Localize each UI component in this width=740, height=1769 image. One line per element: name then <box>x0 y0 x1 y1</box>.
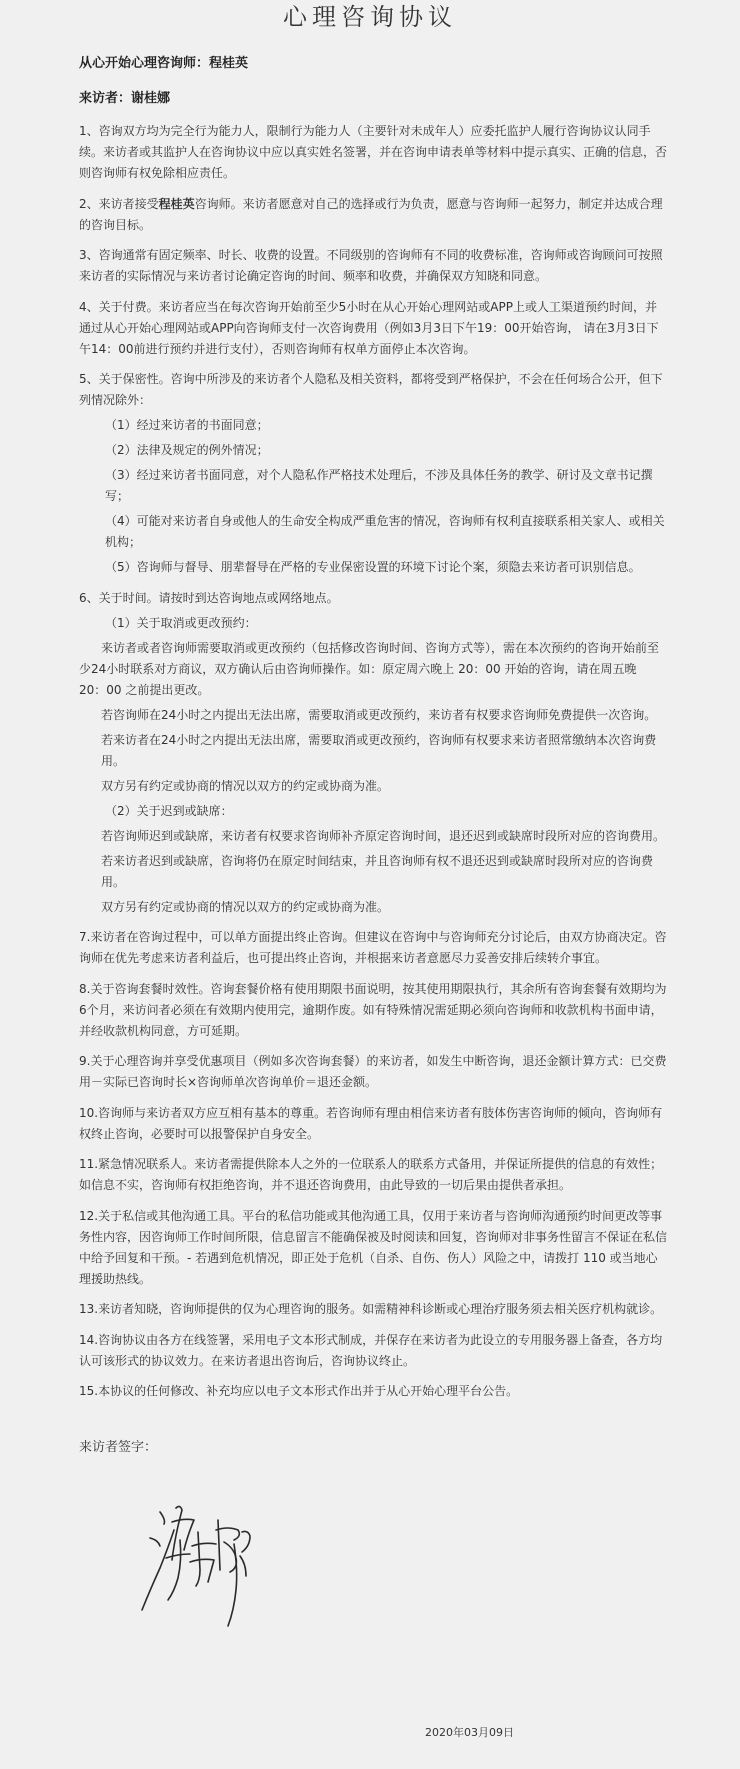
clause-11: 11.紧急情况联系人。来访者需提供除本人之外的一位联系人的联系方式备用，并保证所提供的信息的有效性；如信息不实，咨询师有权拒绝咨询，并不退还咨询费用，由此导致的一切后果由提供者承担。 <box>79 1157 663 1192</box>
clause-12: 12.关于私信或其他沟通工具。平台的私信功能或其他沟通工具，仅用于来访者与咨询师沟通预约时间更改等事务性内容，因咨询师工作时间所限，信息留言不能确保被及时阅读和回复，咨询师对非事务性留言不保证在私信中给予回复和干预。- 若遇到危机情况，即正处于危机（自杀、自伤、伤人）风险之中，请拨打 110 或当地心理援助热线。 <box>79 1208 668 1286</box>
clause-7: 7.来访者在咨询过程中，可以单方面提出终止咨询。但建议在咨询中与咨询师充分讨论后，由双方协商决定。咨询师在优先考虑来访者利益后，也可提出终止咨询，并根据来访者意愿尽力妥善安排后续转介事宜。 <box>79 930 667 965</box>
document-title: 心理咨询协议 <box>283 3 457 31</box>
clause-4: 4、关于付费。来访者应当在每次咨询开始前至少5小时在从心开始心理网站或APP上或人工渠道预约时间，并通过从心开始心理网站或APP向咨询师支付一次咨询费用（例如3月3日下午19：00开始咨询， 请在3月3日下午14：00前进行预约并进行支付），否则咨询师有权单方面停止本次咨询。 <box>79 299 659 356</box>
clause-6-2-title: （2）关于迟到或缺席： <box>105 803 233 818</box>
clause-6-1-title: （1）关于取消或更改预约： <box>105 615 257 630</box>
clause-2-counselor-name: 程桂英 <box>158 196 195 211</box>
clause-8: 8.关于咨询套餐时效性。咨询套餐价格有使用期限书面说明，按其使用期限执行，其余所有咨询套餐有效期均为6个月，来访问者必须在有效期内使用完，逾期作废。如有特殊情况需延期必须向咨询师和收款机构书面申请，并经收款机构同意，方可延期。 <box>79 981 667 1038</box>
clause-13: 13.来访者知晓，咨询师提供的仅为心理咨询的服务。如需精神科诊断或心理治疗服务须去相关医疗机构就诊。 <box>79 1302 663 1316</box>
clause-1: 1、咨询双方均为完全行为能力人，限制行为能力人（主要针对未成年人）应委托监护人履行咨询协议认同手续。来访者或其监护人在咨询协议中应以真实姓名签署，并在咨询申请表单等材料中提示真实、正确的信息，否则咨询师有权免除相应责任。 <box>79 124 668 180</box>
clause-5-item: （3）经过来访者书面同意，对个人隐私作严格技术处理后，不涉及具体任务的教学、研讨及文章书记撰写； <box>105 468 653 503</box>
clause-6: 6、关于时间。请按时到达咨询地点或网络地点。 <box>79 590 339 605</box>
clause-15: 15.本协议的任何修改、补充均应以电子文本形式作出并于从心开始心理平台公告。 <box>79 1384 519 1398</box>
clause-6-2-line: 双方另有约定或协商的情况以双方的约定或协商为准。 <box>101 899 390 914</box>
sign-date: 2020年03月09日 <box>425 1726 514 1739</box>
clause-14: 14.咨询协议由各方在线签署，采用电子文本形式制成，并保存在来访者为此设立的专用服务器上备查，各方均认可该形式的协议效力。在来访者退出咨询后，咨询协议终止。 <box>79 1332 663 1368</box>
counselor-line: 从心开始心理咨询师：程桂英 <box>79 56 249 71</box>
clause-2-suffix: 咨询师。来访者愿意对自己的选择或行为负责，愿意与咨询师一起努力，制定并达成合理的咨询目标。 <box>79 196 663 232</box>
clause-6-2-line: 若咨询师迟到或缺席，来访者有权要求咨询师补齐原定咨询时间，退还迟到或缺席时段所对应的咨询费用。 <box>101 828 666 843</box>
clause-6-1-body: 来访者或者咨询师需要取消或更改预约（包括修改咨询时间、咨询方式等），需在本次预约的咨询开始前至少24小时联系对方商议，双方确认后由咨询师操作。如：原定周六晚上 20：00 开始的咨询，请在周五晚 20：00 之前提出更改。 <box>79 640 660 697</box>
clause-5: 5、关于保密性。咨询中所涉及的来访者个人隐私及相关资料，都将受到严格保护，不会在任何场合公开，但下列情况除外： <box>79 372 663 407</box>
clauses-section <box>79 121 667 1412</box>
clause-6-1-line: 双方另有约定或协商的情况以双方的约定或协商为准。 <box>101 778 390 793</box>
clause-10: 10.咨询师与来访者双方应互相有基本的尊重。若咨询师有理由相信来访者有肢体伤害咨询师的倾向，咨询师有权终止咨询，必要时可以报警保护自身安全。 <box>79 1105 663 1141</box>
clause-5-item: （2）法律及规定的例外情况； <box>105 443 269 457</box>
clause-6-2-line: 若来访者迟到或缺席，咨询将仍在原定时间结束，并且咨询师有权不退还迟到或缺席时段所对应的咨询费用。 <box>101 853 654 889</box>
clause-5-item: （4）可能对来访者自身或他人的生命安全构成严重危害的情况，咨询师有权利直接联系相关家人、或相关机构； <box>105 514 665 549</box>
clause-2-prefix: 2、来访者接受 <box>79 196 159 211</box>
clause-5-item: （5）咨询师与督导、朋辈督导在严格的专业保密设置的环境下讨论个案，须隐去来访者可识别信息。 <box>105 560 641 574</box>
clause-9: 9.关于心理咨询并享受优惠项目（例如多次咨询套餐）的来访者，如发生中断咨询，退还金额计算方式：已交费用－实际已咨询时长×咨询师单次咨询单价＝退还金额。 <box>79 1054 667 1089</box>
handwritten-signature <box>138 1500 278 1630</box>
clause-5-item: （1）经过来访者的书面同意； <box>105 418 269 432</box>
clause-6-1-line: 若来访者在24小时之内提出无法出席，需要取消或更改预约，咨询师有权要求来访者照常缴纳本次咨询费用。 <box>101 732 657 768</box>
clause-2 <box>79 194 667 236</box>
clause-3: 3、咨询通常有固定频率、时长、收费的设置。不同级别的咨询师有不同的收费标准，咨询师或咨询顾问可按照来访者的实际情况与来访者讨论确定咨询的时间、频率和收费，并确保双方知晓和同意。 <box>79 248 663 283</box>
visitor-line: 来访者：谢桂娜 <box>79 91 171 106</box>
signature-label: 来访者签字： <box>79 1440 158 1455</box>
clause-6-1-line: 若咨询师在24小时之内提出无法出席，需要取消或更改预约，来访者有权要求咨询师免费提供一次咨询。 <box>101 707 657 722</box>
